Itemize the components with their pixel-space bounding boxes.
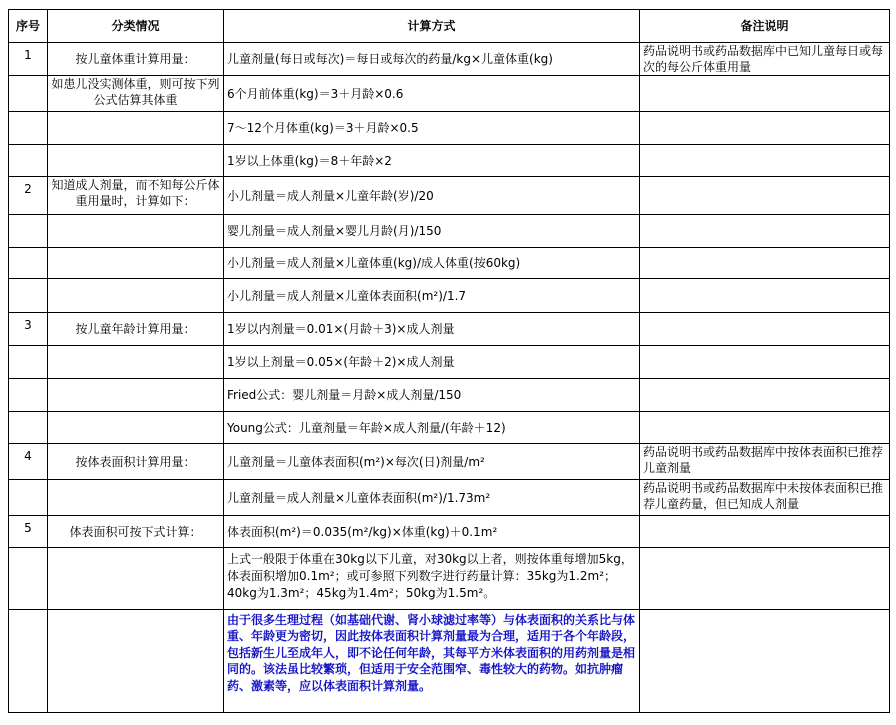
note-cell bbox=[640, 516, 890, 548]
header-no: 序号 bbox=[9, 10, 48, 43]
table-row bbox=[9, 215, 890, 248]
dosage-table bbox=[8, 9, 890, 713]
note-cell bbox=[640, 346, 890, 379]
calc-cell: 儿童剂量＝儿童体表面积(m²)×每次(日)剂量/m² bbox=[224, 444, 640, 480]
category-cell bbox=[48, 145, 224, 177]
note-cell bbox=[640, 177, 890, 215]
category-cell: 体表面积可按下式计算： bbox=[48, 516, 224, 548]
calc-note-highlight: 由于很多生理过程（如基础代谢、肾小球滤过率等）与体表面积的关系比与体重、年龄更为密切，因此按体表面积计算剂量最为合理，适用于各个年龄段，包括新生儿至成年人，即不论任何年龄，其每平方米体表面积的用药剂量是相同的。该法虽比较繁琐，但适用于安全范围窄、毒性较大的药物。如抗肿瘤药、激素等，应以体表面积计算剂量。 bbox=[224, 610, 640, 713]
row-number bbox=[9, 610, 48, 713]
calc-cell: 婴儿剂量＝成人剂量×婴儿月龄(月)/150 bbox=[224, 215, 640, 248]
table-row bbox=[9, 548, 890, 610]
category-cell bbox=[48, 279, 224, 313]
row-number bbox=[9, 548, 48, 610]
category-cell: 按儿童年龄计算用量： bbox=[48, 313, 224, 346]
table-row bbox=[9, 313, 890, 346]
note-cell bbox=[640, 548, 890, 610]
calc-cell: 6个月前体重(kg)＝3＋月龄×0.6 bbox=[224, 76, 640, 112]
header-row bbox=[9, 10, 890, 43]
header-note: 备注说明 bbox=[640, 10, 890, 43]
calc-cell: 1岁以上剂量＝0.05×(年龄＋2)×成人剂量 bbox=[224, 346, 640, 379]
category-cell bbox=[48, 548, 224, 610]
header-calc: 计算方式 bbox=[224, 10, 640, 43]
table-row bbox=[9, 112, 890, 145]
note-cell bbox=[640, 279, 890, 313]
table-row bbox=[9, 145, 890, 177]
category-cell: 知道成人剂量，而不知每公斤体重用量时，计算如下： bbox=[48, 177, 224, 215]
calc-cell: Fried公式：婴儿剂量＝月龄×成人剂量/150 bbox=[224, 379, 640, 412]
row-number bbox=[9, 76, 48, 112]
calc-cell: 小儿剂量＝成人剂量×儿童年龄(岁)/20 bbox=[224, 177, 640, 215]
note-cell bbox=[640, 215, 890, 248]
category-cell bbox=[48, 112, 224, 145]
calc-cell: 体表面积(m²)＝0.035(m²/kg)×体重(kg)＋0.1m² bbox=[224, 516, 640, 548]
note-cell bbox=[640, 610, 890, 713]
table-row bbox=[9, 248, 890, 279]
calc-cell: 儿童剂量＝成人剂量×儿童体表面积(m²)/1.73m² bbox=[224, 480, 640, 516]
table-row bbox=[9, 76, 890, 112]
table-row bbox=[9, 346, 890, 379]
category-cell bbox=[48, 412, 224, 444]
row-number bbox=[9, 279, 48, 313]
table-row bbox=[9, 516, 890, 548]
calc-cell: 小儿剂量＝成人剂量×儿童体表面积(m²)/1.7 bbox=[224, 279, 640, 313]
row-number: 3 bbox=[9, 313, 48, 346]
calc-cell: 上式一般限于体重在30kg以下儿童，对30kg以上者，则按体重每增加5kg，体表面积增加0.1m²；或可参照下列数字进行药量计算：35kg为1.2m²；40kg为1.3m²；45kg为1.4m²；50kg为1.5m²。 bbox=[224, 548, 640, 610]
calc-cell: Young公式：儿童剂量＝年龄×成人剂量/(年龄＋12) bbox=[224, 412, 640, 444]
note-cell bbox=[640, 145, 890, 177]
row-number: 4 bbox=[9, 444, 48, 480]
calc-cell: 1岁以内剂量＝0.01×(月龄＋3)×成人剂量 bbox=[224, 313, 640, 346]
category-cell: 按儿童体重计算用量： bbox=[48, 43, 224, 76]
header-category: 分类情况 bbox=[48, 10, 224, 43]
note-cell: 药品说明书或药品数据库中按体表面积已推荐儿童剂量 bbox=[640, 444, 890, 480]
row-number bbox=[9, 215, 48, 248]
table-row bbox=[9, 43, 890, 76]
category-cell: 按体表面积计算用量： bbox=[48, 444, 224, 480]
category-cell: 如患儿没实测体重，则可按下列公式估算其体重 bbox=[48, 76, 224, 112]
calc-cell: 1岁以上体重(kg)＝8＋年龄×2 bbox=[224, 145, 640, 177]
note-cell: 药品说明书或药品数据库中已知儿童每日或每次的每公斤体重用量 bbox=[640, 43, 890, 76]
category-cell bbox=[48, 480, 224, 516]
calc-cell: 7～12个月体重(kg)＝3＋月龄×0.5 bbox=[224, 112, 640, 145]
row-number bbox=[9, 346, 48, 379]
row-number bbox=[9, 112, 48, 145]
table-row bbox=[9, 279, 890, 313]
note-cell bbox=[640, 412, 890, 444]
table-row bbox=[9, 412, 890, 444]
row-number bbox=[9, 248, 48, 279]
note-cell bbox=[640, 76, 890, 112]
table-row bbox=[9, 177, 890, 215]
row-number bbox=[9, 145, 48, 177]
note-cell bbox=[640, 313, 890, 346]
category-cell bbox=[48, 215, 224, 248]
row-number bbox=[9, 412, 48, 444]
calc-cell: 儿童剂量(每日或每次)＝每日或每次的药量/kg×儿童体重(kg) bbox=[224, 43, 640, 76]
calc-cell: 小儿剂量＝成人剂量×儿童体重(kg)/成人体重(按60kg) bbox=[224, 248, 640, 279]
row-number: 5 bbox=[9, 516, 48, 548]
table-row bbox=[9, 480, 890, 516]
category-cell bbox=[48, 610, 224, 713]
note-cell bbox=[640, 112, 890, 145]
row-number bbox=[9, 379, 48, 412]
note-cell: 药品说明书或药品数据库中未按体表面积已推荐儿童药量，但已知成人剂量 bbox=[640, 480, 890, 516]
row-number: 2 bbox=[9, 177, 48, 215]
note-cell bbox=[640, 379, 890, 412]
row-number: 1 bbox=[9, 43, 48, 76]
table-row bbox=[9, 444, 890, 480]
note-cell bbox=[640, 248, 890, 279]
category-cell bbox=[48, 379, 224, 412]
table-row bbox=[9, 379, 890, 412]
row-number bbox=[9, 480, 48, 516]
category-cell bbox=[48, 346, 224, 379]
table-row bbox=[9, 610, 890, 713]
category-cell bbox=[48, 248, 224, 279]
